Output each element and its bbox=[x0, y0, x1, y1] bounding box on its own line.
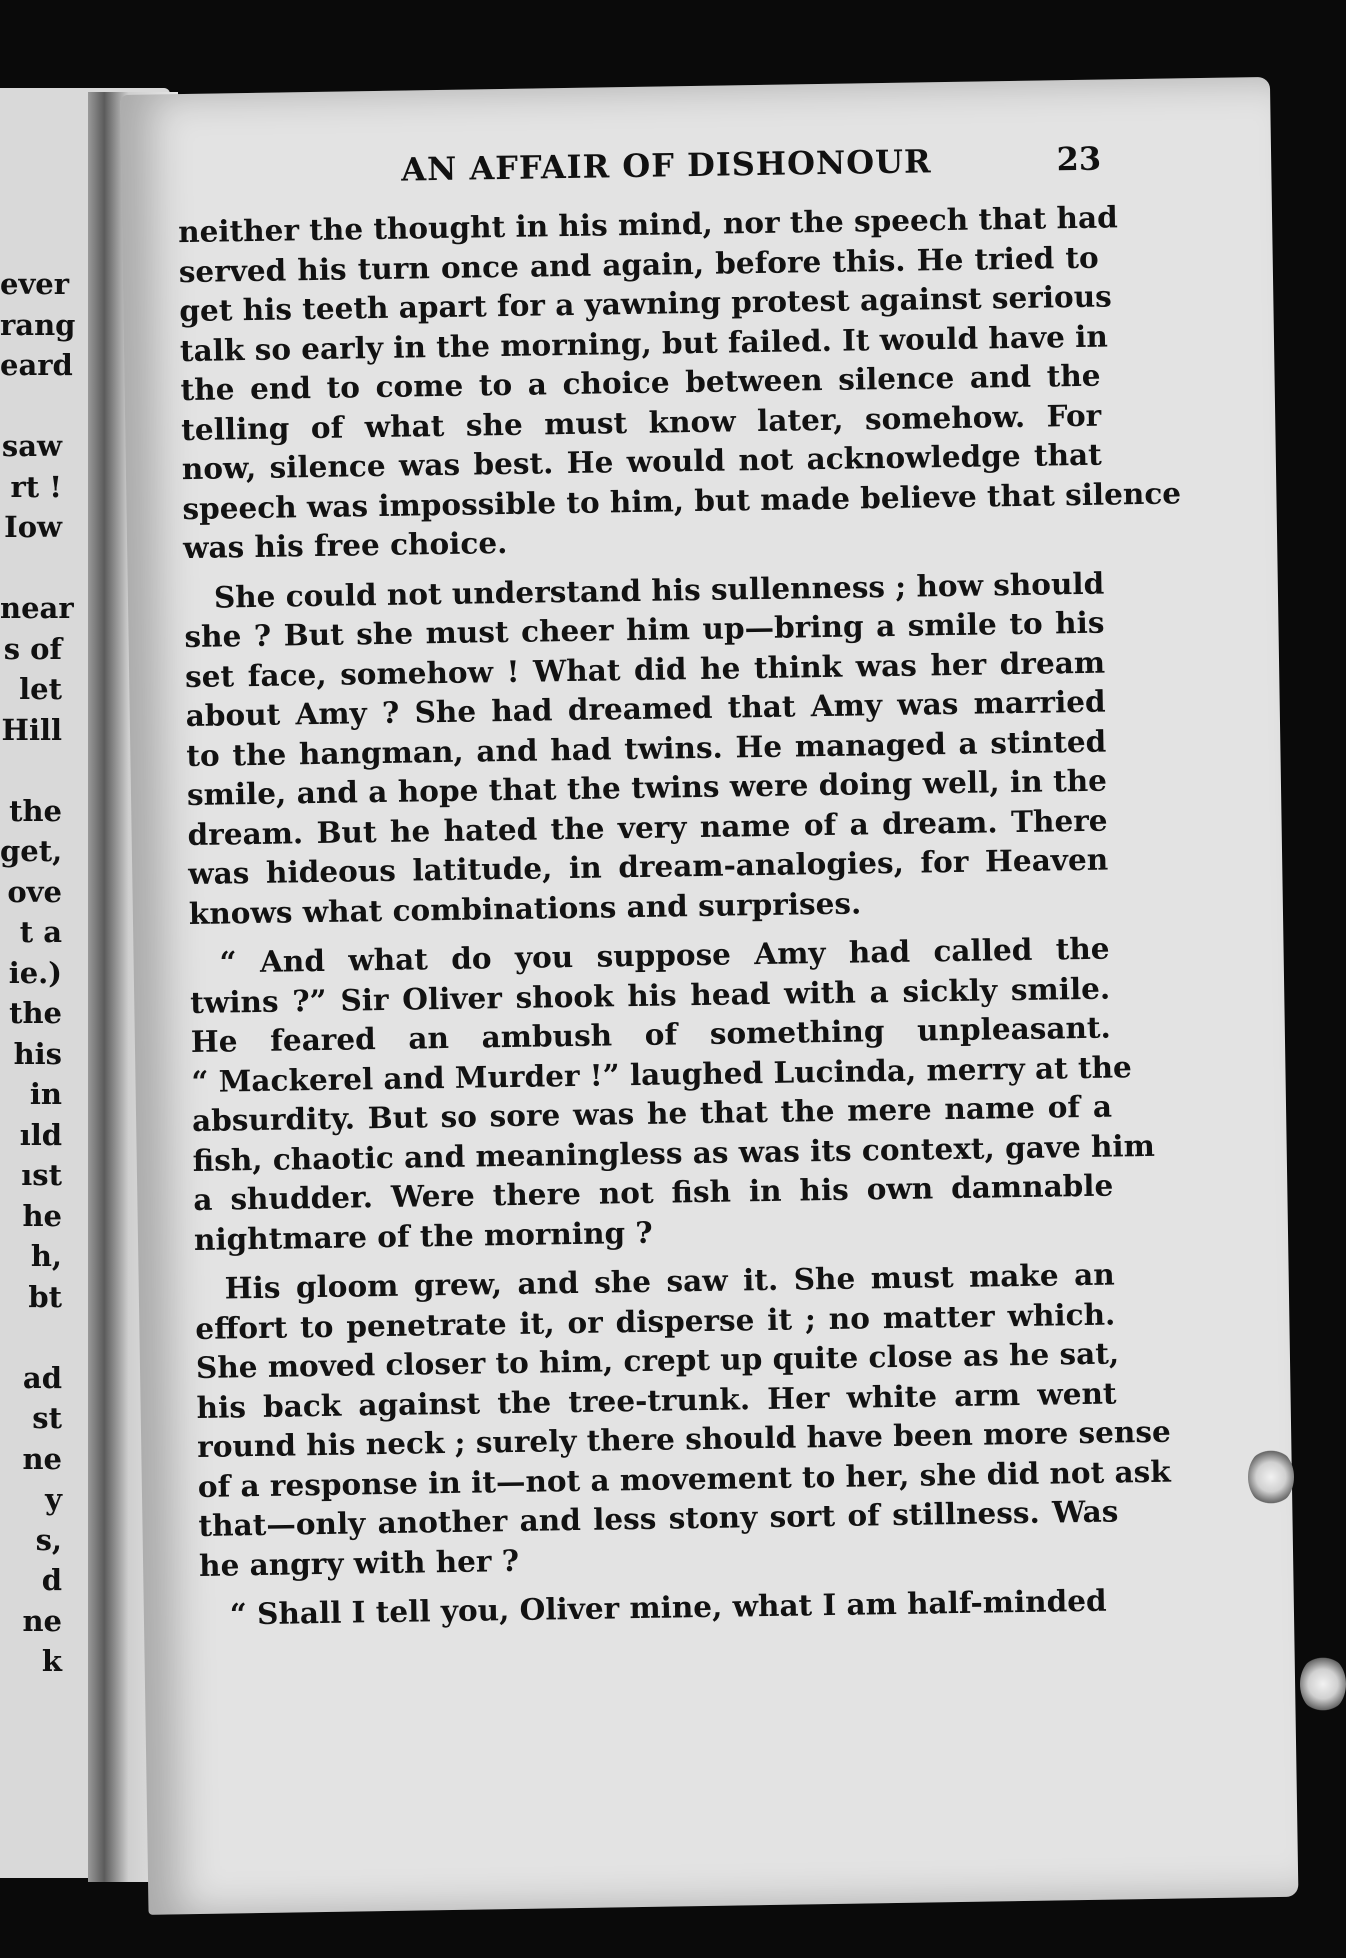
left-page-fragment: ie.) bbox=[8, 955, 62, 990]
text-line: speech was impossible to him, but made believe that silence bbox=[182, 474, 1182, 526]
left-page-fragment: ıld bbox=[19, 1117, 62, 1152]
text-line: smile, and a hope that the twins were doing well, in the bbox=[186, 762, 1108, 813]
left-page-text-fragments bbox=[0, 264, 76, 1682]
text-line: neither the thought in his mind, nor the speech that had bbox=[177, 199, 1118, 250]
text-line: served his turn once and again, before this. He tried to bbox=[178, 239, 1099, 289]
left-page-fragment: t a bbox=[19, 915, 62, 949]
left-page-fragment: his bbox=[13, 1036, 62, 1071]
left-page-fragment: k bbox=[41, 1644, 62, 1678]
left-page-fragment bbox=[0, 548, 62, 589]
left-page-fragment: ove bbox=[7, 874, 62, 909]
left-page-fragment: get, bbox=[0, 834, 63, 868]
text-line: round his neck ; surely there should have been more sense bbox=[196, 1413, 1171, 1464]
left-page-fragment bbox=[0, 750, 62, 791]
left-page-fragment bbox=[0, 1317, 62, 1358]
left-page-fragment: st bbox=[32, 1401, 62, 1435]
text-line: nightmare of the morning ? bbox=[193, 1214, 653, 1257]
left-page-fragment: s of bbox=[3, 631, 62, 666]
text-line: of a response in it—not a movement to her, she did not ask bbox=[197, 1453, 1171, 1504]
left-page-fragment: y bbox=[45, 1482, 62, 1516]
text-line: knows what combinations and surprises. bbox=[188, 884, 862, 931]
left-page-fragment bbox=[0, 386, 62, 427]
text-line: to the hangman, and had twins. He managed a stinted bbox=[186, 723, 1107, 773]
left-page-fragment: he bbox=[22, 1198, 62, 1233]
text-line: absurdity. But so sore was he that the mere name of a bbox=[191, 1088, 1113, 1138]
text-line: a shudder. Were there not fish in his own damnable bbox=[193, 1167, 1114, 1217]
text-line: was hideous latitude, in dream-analogies, for Heaven bbox=[187, 841, 1109, 892]
left-page-fragment: d bbox=[41, 1563, 62, 1597]
paragraph bbox=[184, 563, 1109, 933]
text-line: He feared an ambush of something unpleasant. bbox=[190, 1009, 1112, 1060]
text-line: twins ?” Sir Oliver shook his head with a sickly smile. bbox=[189, 970, 1111, 1020]
text-line: telling of what she must know later, somehow. For bbox=[180, 397, 1102, 447]
left-page-fragment: the bbox=[9, 793, 62, 828]
text-line: She could not understand his sullenness ; how should bbox=[213, 565, 1105, 615]
right-page bbox=[120, 77, 1298, 1915]
left-page-fragment: ıst bbox=[21, 1158, 62, 1192]
paragraph bbox=[194, 1255, 1171, 1585]
paragraph bbox=[177, 198, 1182, 568]
left-page-fragment: ad bbox=[22, 1360, 62, 1395]
left-page-fragment: let bbox=[19, 672, 62, 706]
text-line: His gloom grew, and she saw it. She must make an bbox=[224, 1256, 1115, 1306]
left-page-fragment: eard bbox=[0, 348, 73, 382]
text-line: now, silence was best. He would not acknowledge that bbox=[181, 436, 1103, 487]
paragraph bbox=[200, 1580, 1121, 1634]
running-title: AN AFFAIR OF DISHONOUR bbox=[400, 142, 932, 189]
text-line: “ Mackerel and Murder !” laughed Lucinda, merry at the bbox=[191, 1048, 1133, 1099]
text-line: get his teeth apart for a yawning protest against serious bbox=[179, 278, 1113, 329]
page-header bbox=[281, 140, 1102, 203]
left-page-fragment: Iow bbox=[4, 510, 62, 544]
page-blemish bbox=[1248, 1448, 1294, 1506]
page-number: 23 bbox=[1056, 139, 1102, 179]
page-blemish bbox=[1300, 1655, 1346, 1713]
left-page-fragment: rt ! bbox=[10, 469, 62, 504]
left-page-fragment: ever bbox=[0, 267, 70, 301]
text-line: set face, somehow ! What did he think was her dream bbox=[184, 644, 1106, 694]
text-line: he angry with her ? bbox=[198, 1542, 520, 1583]
left-page-fragment: rang bbox=[0, 307, 76, 342]
left-page-fragment: near bbox=[0, 591, 74, 625]
text-line: “ And what do you suppose Amy had called the bbox=[219, 930, 1110, 980]
text-line: was his free choice. bbox=[182, 524, 508, 566]
text-line: effort to penetrate it, or disperse it ; no matter which. bbox=[195, 1296, 1116, 1346]
text-line: about Amy ? She had dreamed that Amy was married bbox=[185, 683, 1106, 734]
text-line: the end to come to a choice between silence and the bbox=[180, 357, 1101, 408]
left-page-fragment: ne bbox=[22, 1603, 62, 1638]
left-page-fragment: bt bbox=[28, 1279, 62, 1314]
left-page-fragment: saw bbox=[1, 429, 62, 463]
text-line: she ? But she must cheer him up—bring a smile to his bbox=[184, 604, 1105, 655]
text-line: dream. But he hated the very name of a dream. There bbox=[187, 802, 1108, 852]
left-page-fragment: ne bbox=[22, 1441, 62, 1476]
paragraph bbox=[189, 929, 1156, 1259]
text-line: fish, chaotic and meaningless as was its context, gave him bbox=[192, 1127, 1156, 1178]
text-line: that—only another and less stony sort of stillness. Was bbox=[198, 1493, 1119, 1543]
text-line: She moved closer to him, crept up quite close as he sat, bbox=[195, 1335, 1120, 1385]
left-page-fragment: h, bbox=[30, 1239, 62, 1273]
left-page-fragment: s, bbox=[35, 1522, 62, 1557]
left-page-fragment: Hill bbox=[1, 712, 62, 747]
left-page-fragment: in bbox=[29, 1077, 62, 1111]
left-page-fragment: the bbox=[9, 996, 62, 1030]
text-line: talk so early in the morning, but failed. It would have in bbox=[179, 318, 1109, 368]
text-line: his back against the tree-trunk. Her white arm went bbox=[196, 1375, 1117, 1425]
text-line: “ Shall I tell you, Oliver mine, what I am half-minded bbox=[229, 1582, 1107, 1632]
body-text bbox=[177, 198, 1182, 1645]
